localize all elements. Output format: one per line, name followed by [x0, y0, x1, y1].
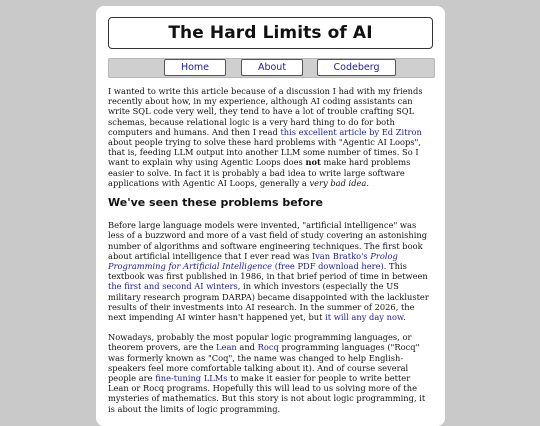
text: Nowadays, probably the most popular logic programming languages, or theorem provers, are the [108, 332, 412, 353]
nav-home-link[interactable]: Home [164, 59, 226, 76]
text: about people trying to solve these hard problems with "Agentic AI Loops", that is, feeding LLM output into another LLM some number of times. So I want to explain why using Agentic Loops does [108, 137, 421, 168]
rocq-link[interactable]: Rocq [257, 342, 279, 353]
text: programming languages ("Rocq" was formerly known as "Coq", the name was changed to help English-speakers feel more comfortable talking about it). And of course several people are [108, 342, 420, 384]
text: . [366, 177, 370, 188]
paragraph-history [108, 220, 433, 322]
paragraph-logic-programming [108, 332, 433, 414]
link-text: Ivan Bratko's [311, 250, 371, 261]
nav-codeberg-link[interactable]: Codeberg [317, 59, 396, 76]
book-title: Prolog Programming for Artificial Intelligence [108, 250, 398, 272]
fine-tuning-llms-link[interactable]: fine-tuning LLMs [155, 373, 228, 384]
text: Before large language models were invented, "artificial intelligence" was less of a buzzword and more of a vast field of study covering an astonishing number of algorithms and software engineering techniques. The first book about artificial intelligence that I ever read was [108, 220, 428, 261]
lean-link[interactable]: Lean [216, 342, 237, 353]
article-page [96, 6, 445, 426]
text: make hard problems easier to solve. In fact it is probably a bad idea to write large software applications with Agentic AI Loops, generally a [108, 157, 411, 188]
text: to make it easier for people to write better Lean or Rocq programs. Hopefully this will lead to us solving more of the mysteries of mathematics. But this story is not about logic programming, it is about the limits of logic programming. [108, 373, 426, 414]
free-pdf-link[interactable]: (free PDF download here) [274, 261, 384, 272]
paragraph-intro [108, 86, 433, 188]
emphasis-very-bad-idea: very bad idea [309, 177, 367, 188]
ed-zitron-article-link[interactable]: this excellent article by Ed Zitron [280, 126, 422, 137]
text: . [403, 312, 406, 323]
text: I wanted to write this article because of a discussion I had with my friends recently about how, in my experience, although AI coding assistants can write SQL code very well, they tend to have a lot of trouble crafting SQL schemas, because relational logic is a very hard thing to do for both computers and humans. And then I read [108, 86, 423, 137]
text: , in which investors (especially the US military research program DARPA) became disappointed with the lackluster results of their investments into AI research. In the summer of 2026, the next impending AI winter hasn't happened yet, but [108, 281, 429, 323]
nav-about-link[interactable]: About [241, 59, 303, 76]
emphasis-not: not [305, 157, 321, 168]
nav-bar [108, 58, 435, 78]
section-heading: We've seen these problems before [108, 196, 323, 210]
ai-winters-link[interactable]: the first and second AI winters [108, 281, 238, 292]
any-day-now-link[interactable]: it will any day now [325, 312, 404, 323]
text: . This textbook was first published in 1986, in that brief period of time in between [108, 261, 428, 282]
site-header [108, 17, 433, 49]
page-title: The Hard Limits of AI [168, 23, 373, 43]
article-body [108, 86, 433, 424]
text: and [236, 342, 258, 353]
